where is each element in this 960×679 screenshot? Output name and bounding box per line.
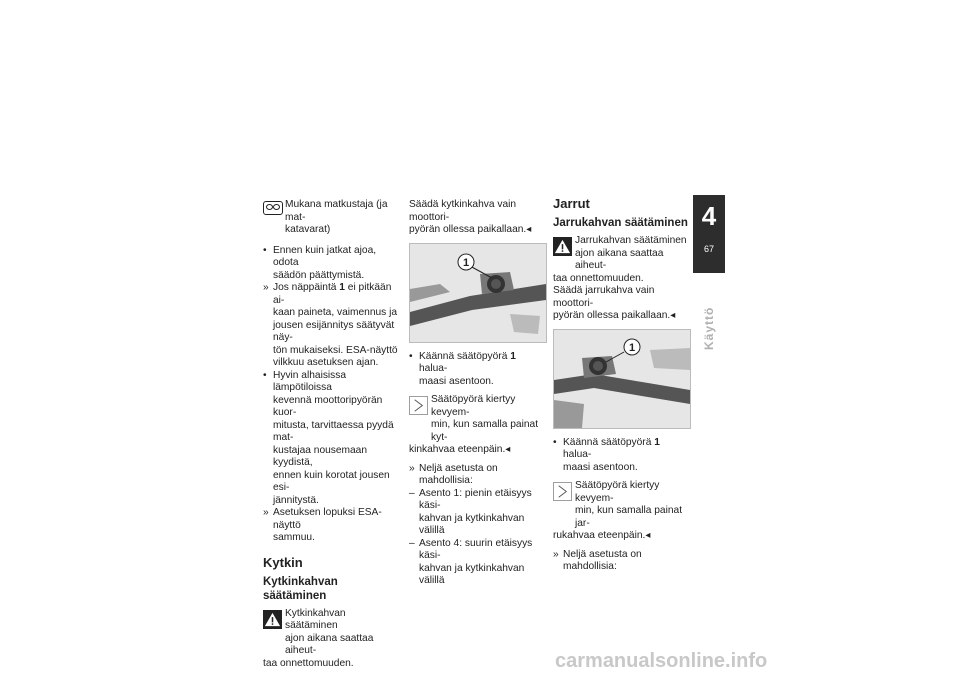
watermark: carmanualsonline.info — [555, 650, 768, 672]
warning-note: Jarrukahvan säätäminen ajon aikana saattaa aiheut- taa onnettomuuden. — [553, 235, 687, 284]
list-item: • Käännä säätöpyörä 1 halua- maasi asentoon. — [553, 436, 660, 473]
hint-triangle-icon — [553, 482, 572, 501]
warning-note: Kytkinkahvan säätäminen ajon aikana saattaa aiheut- taa onnettomuuden. — [263, 607, 374, 669]
list-item: » Asetuksen lopuksi ESA-näyttö sammuu. — [263, 507, 382, 543]
list-item: – Asento 4: suurin etäisyys käsi- kahvan ja kytkinkahvan välillä — [409, 537, 533, 586]
section-heading: Kytkin — [263, 554, 303, 570]
list-item: » Neljä asetusta on mahdollisia: — [553, 548, 642, 572]
list-item: • Hyvin alhaisissa lämpötiloissa kevennä moottoripyörän kuor- mitusta, tarvittaessa pyydä mat- kustajaa nousemaan kyydistä, ennen kuin korotat jousen esi- jännitystä. — [263, 369, 394, 506]
list-item: • Käännä säätöpyörä 1 halua- maasi asentoon. — [409, 350, 516, 387]
hint-note: Säätöpyörä kiertyy kevyem- min, kun samalla painat kyt- kinkahvaa eteenpäin.◂ — [409, 394, 539, 455]
brake-lever-illustration — [554, 330, 690, 428]
section-heading: Jarrut — [553, 196, 590, 211]
warning-icon — [263, 610, 282, 629]
passenger-note: Mukana matkustaja (ja mat- katavarat) — [263, 199, 398, 237]
clutch-lever-photo — [409, 243, 547, 343]
list-item: • Ennen kuin jatkat ajoa, odota säädön päättymistä. — [263, 244, 377, 281]
svg-text:1: 1 — [628, 341, 636, 354]
hint-triangle-icon — [409, 396, 428, 415]
subsection-heading: Kytkinkahvan säätäminen — [263, 575, 338, 602]
list-item: » Jos näppäintä 1 ei pitkään ai- kaan paineta, vaimennus ja jousen esijännitys säätyvät näy- tön mukaiseksi. ESA-näyttö vilkkuu asetuksen ajan. — [263, 282, 398, 368]
svg-text:1: 1 — [462, 256, 470, 269]
chapter-tab — [693, 195, 725, 273]
subsection-heading: Jarrukahvan säätäminen — [553, 217, 688, 229]
clutch-lever-illustration — [410, 244, 546, 342]
column-3: Jarrut Jarrukahvan säätäminen Jarrukahvan säätäminen ajon aikana saattaa aiheut- taa onnettomuuden. Säädä jarrukahva vain moottori- pyörän ollessa paikallaan.◂ 1 • Käännä säätöpyörä 1 halua- maasi asentoon. Säätöpyörä kiertyy kevyem- min, kun samalla painat jar- rukahvaa eteenpäin.◂ » Neljä asetusta on mahdollisia: — [553, 196, 691, 574]
brake-lever-photo — [553, 329, 691, 429]
list-item: – Asento 1: pienin etäisyys käsi- kahvan ja kytkinkahvan välillä — [409, 487, 532, 536]
chapter-number: 4 — [701, 201, 717, 231]
hint-note: Säätöpyörä kiertyy kevyem- min, kun samalla painat jar- rukahvaa eteenpäin.◂ — [553, 480, 683, 541]
page-number: 67 — [703, 244, 714, 254]
list-item: » Neljä asetusta on mahdollisia: — [409, 462, 498, 486]
column-2: Säädä kytkinkahva vain moottori- pyörän ollessa paikallaan.◂ 1 • Käännä säätöpyörä 1 halua- maasi asentoon. Säätöpyörä kiertyy kevyem- min, kun samalla painat kyt- kinkahvaa eteenpäin.◂ » Neljä asetusta on mahdollisia: – Asento 1: pienin etäisyys käsi- kahvan ja kytkinkahvan välillä – Asento 4: suurin etäisyys käsi- kahvan ja kytkinkahvan välillä — [409, 199, 547, 588]
column-1 — [263, 199, 398, 670]
section-side-label: Käyttö — [702, 306, 716, 350]
warning-icon — [553, 237, 572, 256]
passenger-icon — [263, 201, 283, 215]
